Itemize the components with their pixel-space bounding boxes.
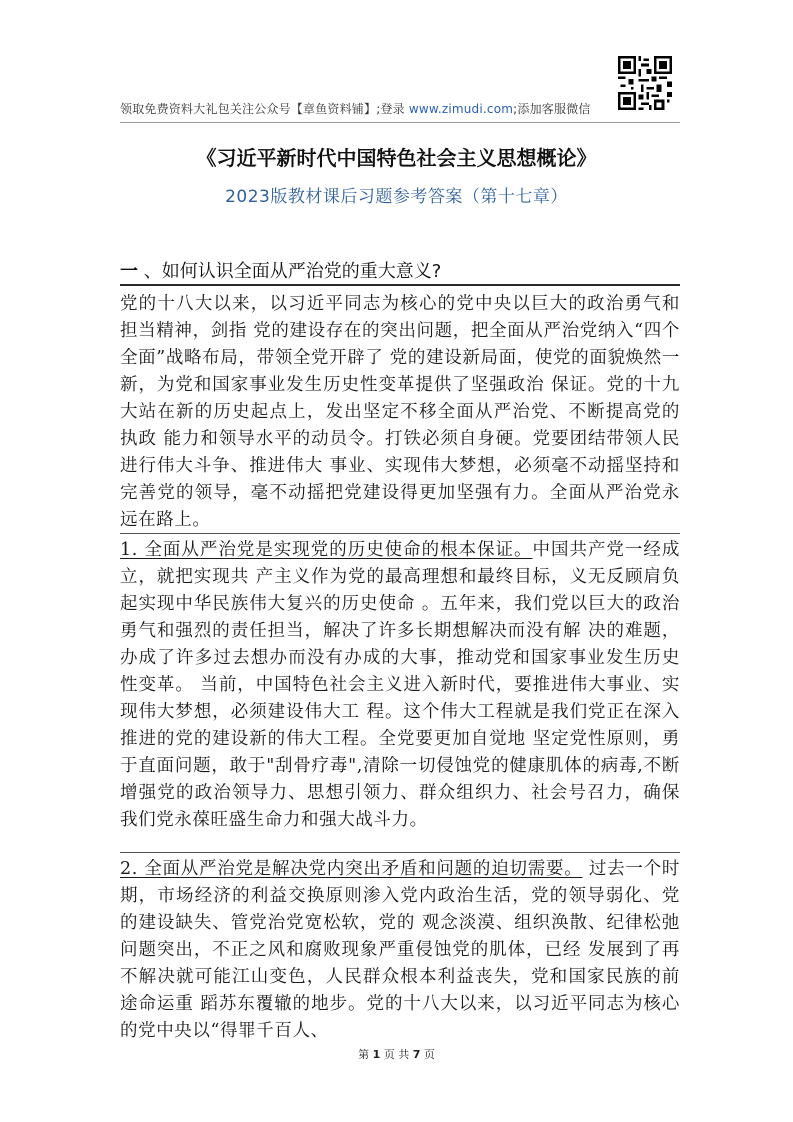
paragraph-point-1 — [120, 537, 680, 834]
heading-divider — [120, 284, 680, 286]
document-subtitle: 2023版教材课后习题参考答案（第十七章） — [225, 187, 568, 207]
section-heading — [120, 257, 680, 283]
page-header — [120, 100, 680, 120]
section-number: 一 — [120, 261, 138, 282]
point-2-body: 过去一个时期，市场经济的利益交换原则渗入党内政治生活，党的领导弱化、党的建设缺失、管党治党宽松软，党的 观念淡漠、组织涣散、纪律松弛问题突出，不正之风和腐败现象严重侵蚀党的肌体，已经 发展到了再不解决就可能江山变色，人民群众根本利益丧失，党和国家民族的前途命运重 蹈苏东覆辙的地步。党的十八大以来，以习近平同志为核心的党中央以“得罪千百人、 — [120, 859, 680, 1041]
header-contact-text: ;添加客服微信 — [513, 102, 591, 116]
paragraph-intro-text: 党的十八大以来，以习近平同志为核心的党中央以巨大的政治勇气和担当精神，剑指 党的建设存在的突出问题，把全面从严治党纳入“四个全面”战略布局，带领全党开辟了 党的建设新局面，使党的面貌焕然一新，为党和国家事业发生历史性变革提供了坚强政治 保证。党的十九大站在新的历史起点上，发出坚定不移全面从严治党、不断提高党的执政 能力和领导水平的动员令。打铁必须自身硬。党要团结带领人民进行伟大斗争、推进伟大 事业、实现伟大梦想，必须毫不动摇坚持和完善党的领导，毫不动摇把党建设得更加坚强有力。全面从严治党永远在路上。 — [120, 294, 680, 530]
footer-prefix: 第 — [358, 1048, 373, 1061]
header-promo-text: 领取免费资料大礼包关注公众号【章鱼资料铺】;登录 — [120, 102, 409, 116]
point-1-lead: 1. 全面从严治党是实现党的历史使命的根本保证。 — [120, 540, 533, 560]
paragraph-point-2 — [120, 856, 680, 1045]
footer-middle: 页 共 — [380, 1048, 413, 1061]
point-2-lead: 2. 全面从严治党是解决党内突出矛盾和问题的迫切需要。 — [120, 859, 583, 879]
total-page-count: 7 — [412, 1048, 421, 1061]
paragraph-divider — [120, 852, 680, 853]
section-title: 、如何认识全面从严治党的重大意义? — [138, 261, 442, 282]
current-page-number: 1 — [372, 1048, 381, 1061]
website-link[interactable]: www.zimudi.com — [408, 102, 514, 116]
header-divider — [120, 122, 680, 123]
paragraph-intro — [120, 291, 680, 534]
point-1-body: 中国共产党一经成立，就把实现共 产主义作为党的最高理想和最终目标，义无反顾肩负起实现中华民族伟大复兴的历史使命 。五年来，我们党以巨大的政治勇气和强烈的责任担当，解决了许多长期想解决而没有解 决的难题，办成了许多过去想办而没有办成的大事，推动党和国家事业发生历史性变革。 当前，中国特色社会主义进入新时代，要推进伟大事业、实现伟大梦想，必须建设伟大工 程。这个伟大工程就是我们党正在深入推进的党的建设新的伟大工程。全党要更加自觉地 坚定党性原则，勇于直面问题，敢于"刮骨疗毒",清除一切侵蚀党的健康肌体的病毒,不断 增强党的政治领导力、思想引领力、群众组织力、社会号召力，确保我们党永葆旺盛生命力和强大战斗力。 — [120, 540, 680, 830]
qr-code-icon — [618, 56, 672, 110]
page-footer — [0, 1046, 793, 1062]
paragraph-divider — [120, 533, 680, 534]
document-title: 《习近平新时代中国特色社会主义思想概论》 — [196, 146, 597, 170]
footer-suffix: 页 — [420, 1048, 435, 1061]
